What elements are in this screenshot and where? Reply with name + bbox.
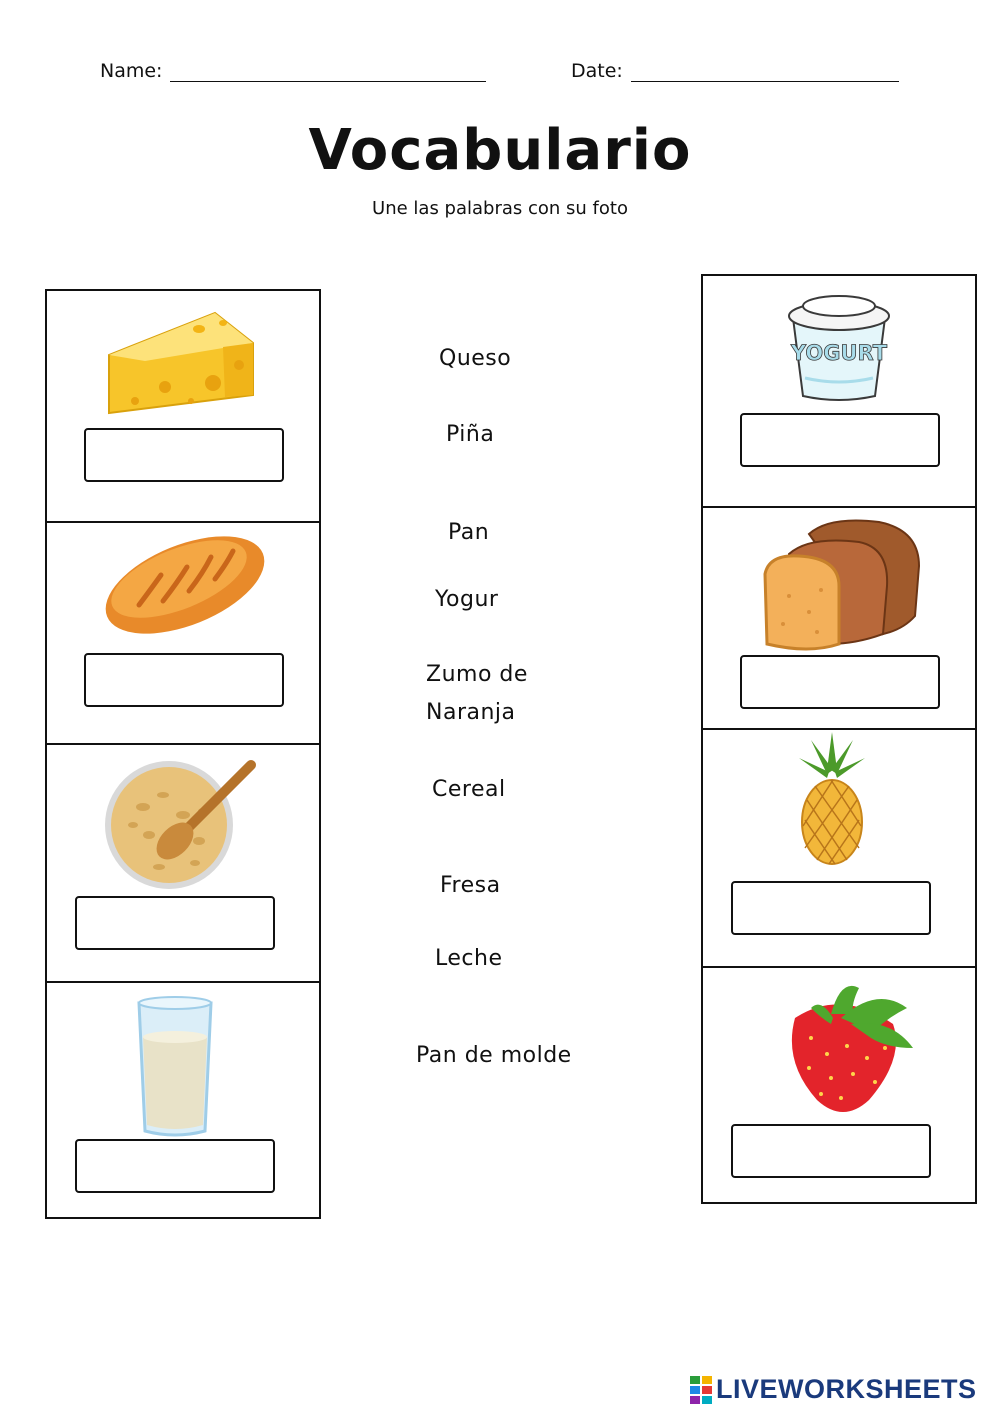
word-leche: Leche — [435, 946, 503, 971]
word-cereal: Cereal — [432, 777, 506, 802]
cheese-icon — [105, 305, 257, 415]
date-field — [571, 60, 899, 82]
answer-box-left-4[interactable] — [75, 1139, 275, 1193]
left-cell-3 — [47, 745, 319, 983]
left-cell-2 — [47, 523, 319, 745]
word-zumo-de: Zumo de — [426, 662, 528, 687]
right-cell-3 — [703, 730, 975, 968]
liveworksheets-logo-text: LIVEWORKSHEETS — [716, 1374, 977, 1404]
page-subtitle: Une las palabras con su foto — [372, 198, 628, 219]
word-pan-de-molde: Pan de molde — [416, 1043, 572, 1068]
answer-box-right-3[interactable] — [731, 881, 931, 935]
page-title: Vocabulario — [308, 118, 692, 183]
bread-loaf-icon — [99, 531, 271, 637]
pineapple-icon — [797, 730, 867, 866]
right-picture-column — [701, 274, 977, 1204]
milk-glass-icon — [135, 995, 215, 1139]
liveworksheets-logo-icon — [690, 1376, 712, 1404]
left-cell-4 — [47, 983, 319, 1221]
yogurt-cup-icon — [785, 292, 893, 402]
word-queso: Queso — [439, 346, 512, 371]
answer-box-right-1[interactable] — [740, 413, 940, 467]
date-line[interactable] — [631, 61, 899, 82]
word-pan: Pan — [448, 520, 490, 545]
answer-box-left-3[interactable] — [75, 896, 275, 950]
name-line[interactable] — [170, 61, 486, 82]
right-cell-1 — [703, 276, 975, 508]
sliced-bread-icon — [759, 516, 923, 654]
yogurt-cup-label: YOGURT — [790, 341, 888, 365]
left-picture-column — [45, 289, 321, 1219]
word-pina: Piña — [446, 422, 495, 447]
name-field — [100, 60, 486, 82]
answer-box-right-2[interactable] — [740, 655, 940, 709]
word-naranja: Naranja — [426, 700, 516, 725]
word-fresa: Fresa — [440, 873, 501, 898]
word-yogur: Yogur — [435, 587, 499, 612]
strawberry-icon — [781, 978, 915, 1118]
right-cell-4 — [703, 968, 975, 1206]
answer-box-left-2[interactable] — [84, 653, 284, 707]
name-label: Name: — [100, 60, 163, 82]
answer-box-right-4[interactable] — [731, 1124, 931, 1178]
left-cell-1 — [47, 291, 319, 523]
cereal-bowl-icon — [103, 755, 265, 891]
answer-box-left-1[interactable] — [84, 428, 284, 482]
right-cell-2 — [703, 508, 975, 730]
date-label: Date: — [571, 60, 623, 82]
